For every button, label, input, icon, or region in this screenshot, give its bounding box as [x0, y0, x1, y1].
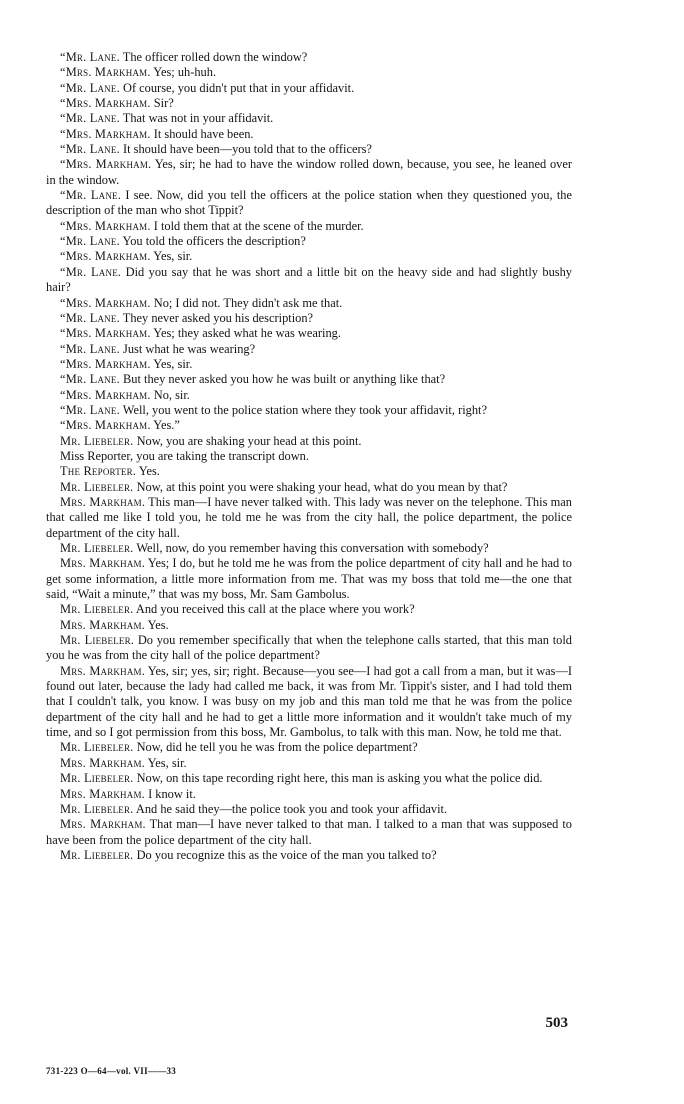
speaker-label: “Mrs. Markham. — [60, 326, 151, 341]
transcript-paragraph — [46, 96, 572, 111]
speaker-label: “Mrs. Markham. — [60, 157, 152, 172]
transcript-paragraph — [46, 464, 572, 479]
transcript-paragraph — [46, 81, 572, 96]
paragraph-text: Sir? — [153, 96, 174, 111]
paragraph-text: Did you say that he was short and a little bit on the heavy side and had slightly bushy hair? — [46, 264, 572, 295]
paragraph-text: Now, at this point you were shaking your head, what do you mean by that? — [136, 479, 508, 494]
speaker-label: “Mrs. Markham. — [60, 356, 151, 371]
paragraph-text: No, sir. — [153, 387, 190, 402]
paragraph-text: Now, on this tape recording right here, this man is asking you what the police did. — [136, 771, 543, 786]
transcript-paragraph — [46, 664, 572, 741]
transcript-paragraph — [46, 848, 572, 863]
paragraph-text: And you received this call at the place where you work? — [135, 602, 415, 617]
transcript-paragraph — [46, 771, 572, 786]
transcript-paragraph — [46, 403, 572, 418]
print-code-footer: 731-223 O—64—vol. VII——33 — [46, 1066, 177, 1076]
transcript-paragraph — [46, 372, 572, 387]
speaker-label: “Mrs. Markham. — [60, 96, 151, 111]
transcript-paragraph — [46, 249, 572, 264]
transcript-paragraph — [46, 157, 572, 188]
speaker-label: “Mr. Lane. — [60, 234, 120, 249]
transcript-paragraph — [46, 480, 572, 495]
paragraph-text: That was not in your affidavit. — [122, 111, 274, 126]
speaker-label: Mrs. Markham. — [60, 786, 145, 801]
paragraph-text: Now, did he tell you he was from the police department? — [136, 740, 418, 755]
paragraph-text: Yes; they asked what he was wearing. — [153, 326, 341, 341]
speaker-label: Mrs. Markham. — [60, 817, 146, 832]
speaker-label: “Mrs. Markham. — [60, 387, 151, 402]
paragraph-text: Do you recognize this as the voice of the man you talked to? — [136, 847, 437, 862]
transcript-paragraph — [46, 418, 572, 433]
speaker-label: Mrs. Markham. — [60, 494, 146, 509]
speaker-label: Mr. Liebeler. — [60, 771, 134, 786]
transcript-paragraph — [46, 787, 572, 802]
transcript-paragraph — [46, 541, 572, 556]
paragraph-text: Just what he was wearing? — [123, 341, 256, 356]
transcript-paragraph — [46, 556, 572, 602]
transcript-paragraph — [46, 311, 572, 326]
speaker-label: Mr. Liebeler. — [60, 801, 134, 816]
paragraph-text: It should have been—you told that to the officers? — [123, 142, 372, 157]
paragraph-text: I know it. — [148, 786, 196, 801]
speaker-label: “Mr. Lane. — [60, 80, 120, 95]
speaker-label: “Mrs. Markham. — [60, 126, 151, 141]
speaker-label: “Mr. Lane. — [60, 341, 120, 356]
speaker-label: Mrs. Markham. — [60, 755, 145, 770]
speaker-label: Mr. Liebeler. — [60, 541, 134, 555]
speaker-label: Mr. Liebeler. — [60, 433, 134, 448]
transcript-paragraph — [46, 449, 572, 464]
paragraph-text: And he said they—the police took you and took your affidavit. — [135, 801, 448, 816]
transcript-paragraph — [46, 219, 572, 234]
paragraph-text: That man—I have never talked to that man. I talked to a man that was supposed to have been from the police department of the city hall. — [46, 817, 572, 847]
speaker-label: Mrs. Markham. — [60, 617, 145, 632]
speaker-label: “Mr. Lane. — [60, 264, 122, 279]
paragraph-text: The officer rolled down the window? — [122, 50, 308, 64]
paragraph-text: Of course, you didn't put that in your affidavit. — [123, 80, 355, 95]
speaker-label: “Mrs. Markham. — [60, 218, 151, 233]
paragraph-text: Yes; I do, but he told me he was from the police department of city hall and he had to get some information, a little more information from me. That was my boss that told me—the one that said, “Wait a minute,” that was my boss, Mr. Sam Gambolus. — [46, 556, 572, 602]
paragraph-text: But they never asked you how he was built or anything like that? — [123, 372, 446, 387]
paragraph-text: Yes, sir. — [153, 249, 193, 264]
paragraph-text: Miss Reporter, you are taking the transcript down. — [60, 448, 309, 463]
speaker-label: Mr. Liebeler. — [60, 479, 134, 494]
speaker-label: “Mr. Lane. — [60, 402, 120, 417]
transcript-paragraph — [46, 756, 572, 771]
paragraph-text: Yes. — [138, 464, 160, 479]
transcript-paragraph — [46, 127, 572, 142]
transcript-paragraph — [46, 265, 572, 296]
speaker-label: “Mrs. Markham. — [60, 295, 151, 310]
transcript-paragraph — [46, 234, 572, 249]
transcript-paragraph — [46, 188, 572, 219]
transcript-paragraph — [46, 50, 572, 65]
transcript-body — [46, 50, 572, 863]
speaker-label: Mrs. Markham. — [60, 556, 146, 571]
transcript-paragraph — [46, 633, 572, 664]
speaker-label: Mrs. Markham. — [60, 663, 146, 678]
paragraph-text: No; I did not. They didn't ask me that. — [153, 295, 343, 310]
paragraph-text: Well, now, do you remember having this conversation with somebody? — [136, 541, 489, 555]
transcript-paragraph — [46, 495, 572, 541]
transcript-paragraph — [46, 618, 572, 633]
transcript-paragraph — [46, 602, 572, 617]
transcript-paragraph — [46, 342, 572, 357]
speaker-label: “Mr. Lane. — [60, 111, 120, 126]
paragraph-text: Now, you are shaking your head at this point. — [136, 433, 362, 448]
transcript-paragraph — [46, 357, 572, 372]
speaker-label: “Mrs. Markham. — [60, 65, 151, 80]
transcript-paragraph — [46, 296, 572, 311]
transcript-paragraph — [46, 111, 572, 126]
paragraph-text: It should have been. — [153, 126, 254, 141]
paragraph-text: Yes, sir; he had to have the window rolled down, because, you see, he leaned over in the window. — [46, 157, 572, 187]
paragraph-text: This man—I have never talked with. This lady was never on the telephone. This man that called me like I told you, he told me he was from the city hall, the police department, the police department of the city hall. — [46, 494, 572, 540]
paragraph-text: Do you remember specifically that when the telephone calls started, that this man told you he was from the city hall of the police department? — [46, 633, 572, 663]
speaker-label: Mr. Liebeler. — [60, 847, 134, 862]
transcript-paragraph — [46, 802, 572, 817]
transcript-paragraph — [46, 740, 572, 755]
speaker-label: The Reporter. — [60, 464, 137, 479]
speaker-label: “Mr. Lane. — [60, 188, 122, 203]
paragraph-text: Yes; uh-huh. — [153, 65, 217, 80]
transcript-paragraph — [46, 388, 572, 403]
paragraph-text: I told them that at the scene of the murder. — [153, 218, 364, 233]
transcript-paragraph — [46, 142, 572, 157]
paragraph-text: Yes, sir. — [153, 356, 193, 371]
paragraph-text: Yes, sir. — [147, 755, 187, 770]
paragraph-text: Yes, sir; yes, sir; right. Because—you see—I had got a call from a man, but it was—I found out later, because the lady had called me back, it was from Mr. Tippit's sister, and I had told them that I couldn't talk, you know. I was busy on my job and this man told me that he was from the police department of the city hall and he had to get a little more information and it wouldn't take much of my time, and so I got permission from this boss, Mr. Gambolus, to talk with this man. Now, he told me that. — [46, 663, 572, 740]
paragraph-text: They never asked you his description? — [122, 310, 314, 325]
speaker-label: “Mr. Lane. — [60, 372, 120, 387]
transcript-paragraph — [46, 65, 572, 80]
paragraph-text: Yes. — [147, 617, 169, 632]
speaker-label: Mr. Liebeler. — [60, 740, 134, 755]
speaker-label: “Mrs. Markham. — [60, 418, 151, 433]
speaker-label: “Mrs. Markham. — [60, 249, 151, 264]
transcript-paragraph — [46, 817, 572, 848]
speaker-label: Mr. Liebeler. — [60, 602, 134, 617]
transcript-paragraph — [46, 326, 572, 341]
paragraph-text: You told the officers the description? — [122, 234, 306, 249]
speaker-label: “Mr. Lane. — [60, 142, 120, 157]
paragraph-text: Well, you went to the police station where they took your affidavit, right? — [122, 402, 487, 417]
paragraph-text: I see. Now, did you tell the officers at the police station when they questioned you, the description of the man who shot Tippit? — [46, 188, 572, 218]
page-number: 503 — [545, 1015, 568, 1031]
paragraph-text: Yes.” — [153, 418, 180, 433]
speaker-label: Mr. Liebeler. — [60, 633, 135, 648]
transcript-paragraph — [46, 434, 572, 449]
speaker-label: “Mr. Lane. — [60, 50, 120, 64]
speaker-label: “Mr. Lane. — [60, 310, 120, 325]
